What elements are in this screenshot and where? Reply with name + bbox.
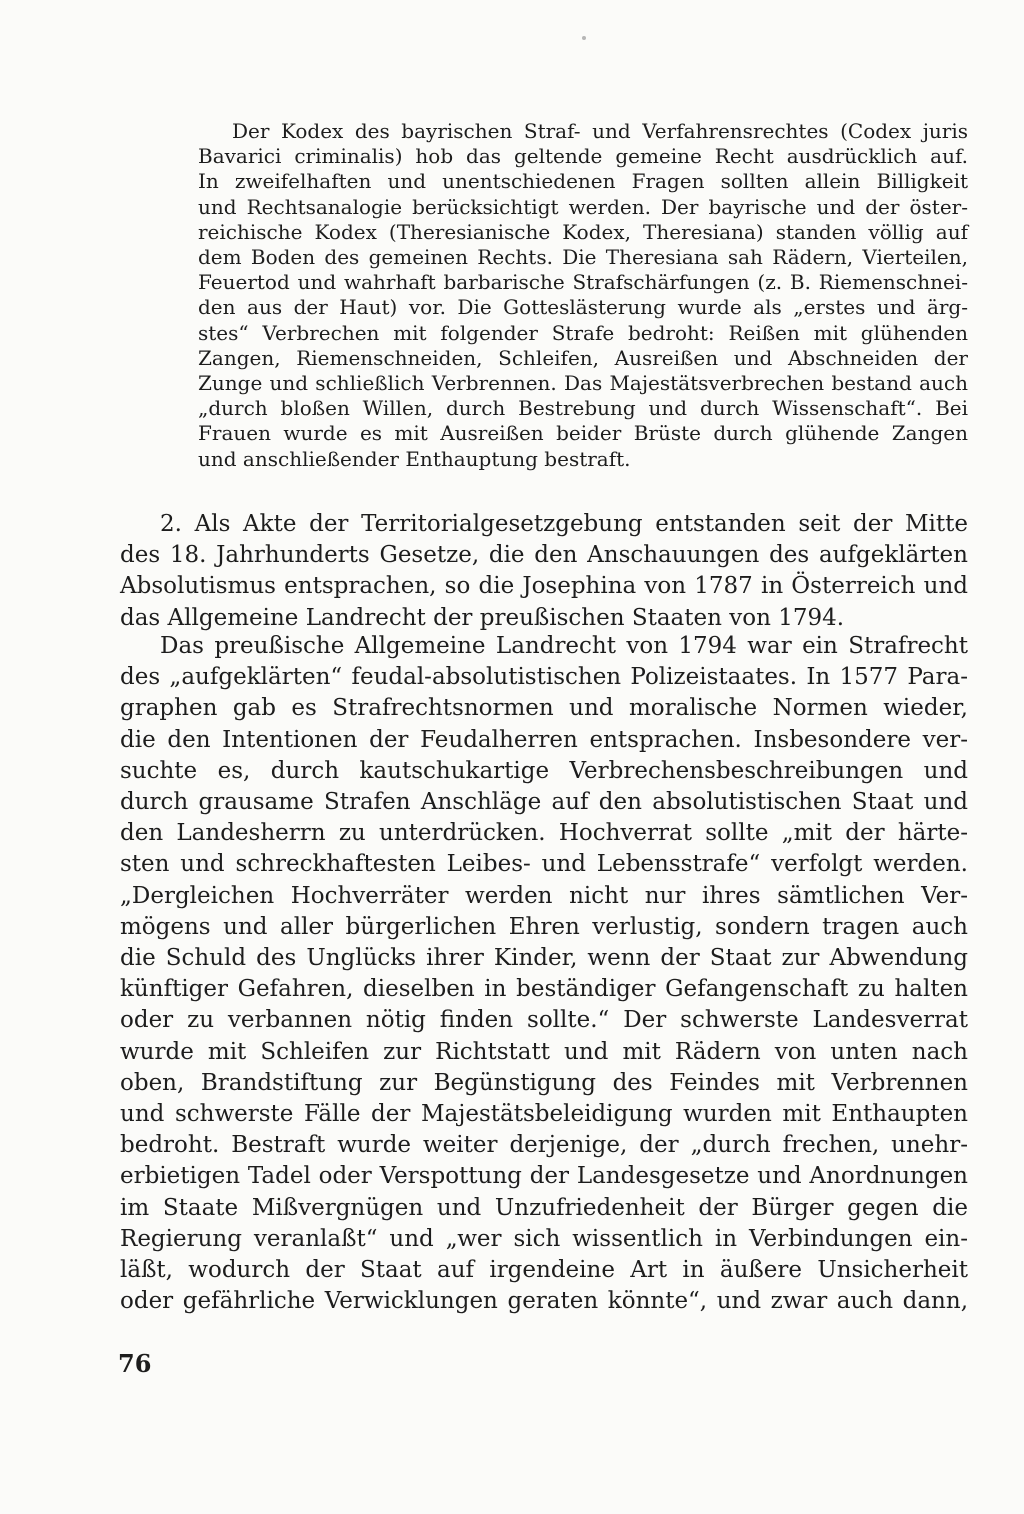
text-line: reichische Kodex (Theresianische Kodex, Theresiana) standen völlig auf — [198, 219, 968, 244]
paragraph-3 — [120, 631, 968, 1317]
text-line: oder gefährliche Verwicklungen geraten könnte“, und zwar auch dann, — [120, 1288, 968, 1315]
text-line: Der Kodex des bayrischen Straf- und Verfahrensrechtes (Codex juris — [232, 119, 968, 143]
text-line: oder zu verbannen nötig finden sollte.“ Der schwerste Landesverrat — [120, 1007, 968, 1034]
paragraph-2 — [120, 509, 968, 634]
text-line: 2. Als Akte der Territorialgesetzgebung entstanden seit der Mitte — [160, 511, 968, 537]
text-line: Bavarici criminalis) hob das geltende gemeine Recht ausdrücklich auf. — [198, 144, 968, 169]
scan-speck — [582, 36, 586, 40]
text-line: Frauen wurde es mit Ausreißen beider Brüste durch glühende Zangen — [198, 421, 968, 446]
text-line: den aus der Haut) vor. Die Gotteslästerung wurde als „erstes und ärg- — [198, 295, 968, 320]
text-line: Das preußische Allgemeine Landrecht von 1794 war ein Strafrecht — [160, 633, 968, 659]
text-line: läßt, wodurch der Staat auf irgendeine Art in äußere Unsicherheit — [120, 1257, 968, 1284]
text-line: In zweifelhaften und unentschiedenen Fragen sollten allein Billigkeit — [198, 169, 968, 194]
text-line: und anschließender Enthauptung bestraft. — [198, 446, 631, 471]
page-number: 76 — [118, 1349, 152, 1378]
text-line: durch grausame Strafen Anschläge auf den absolutistischen Staat und — [120, 789, 968, 816]
text-line: und schwerste Fälle der Majestätsbeleidigung wurden mit Enthaupten — [120, 1101, 968, 1128]
text-line: „Dergleichen Hochverräter werden nicht nur ihres sämtlichen Ver- — [120, 882, 968, 909]
text-line: das Allgemeine Landrecht der preußischen Staaten von 1794. — [120, 604, 845, 631]
text-line: oben, Brandstiftung zur Begünstigung des Feindes mit Verbrennen — [120, 1069, 968, 1096]
text-line: mögens und aller bürgerlichen Ehren verlustig, sondern tragen auch — [120, 913, 968, 940]
text-line: künftiger Gefahren, dieselben in beständiger Gefangenschaft zu halten — [120, 976, 968, 1003]
text-line: stes“ Verbrechen mit folgender Strafe bedroht: Reißen mit glühenden — [198, 320, 968, 345]
text-line: Feuertod und wahrhaft barbarische Strafschärfungen (z. B. Riemenschnei- — [198, 270, 968, 295]
text-line: Zunge und schließlich Verbrennen. Das Majestätsverbrechen bestand auch — [198, 371, 968, 396]
text-line: des „aufgeklärten“ feudal-absolutistischen Polizeistaates. In 1577 Para- — [120, 664, 968, 691]
text-line: graphen gab es Strafrechtsnormen und moralische Normen wieder, — [120, 695, 968, 722]
text-line: bedroht. Bestraft wurde weiter derjenige, der „durch frechen, unehr- — [120, 1132, 968, 1159]
text-line: den Landesherrn zu unterdrücken. Hochverrat sollte „mit der härte- — [120, 820, 968, 847]
text-line: Zangen, Riemenschneiden, Schleifen, Ausreißen und Abschneiden der — [198, 345, 968, 370]
text-line: im Staate Mißvergnügen und Unzufriedenheit der Bürger gegen die — [120, 1194, 968, 1221]
text-line: des 18. Jahrhunderts Gesetze, die den Anschauungen des aufgeklärten — [120, 542, 968, 569]
small-print-paragraph — [198, 119, 968, 472]
text-line: dem Boden des gemeinen Rechts. Die Theresiana sah Rädern, Vierteilen, — [198, 245, 968, 270]
text-line: und Rechtsanalogie berücksichtigt werden. Der bayrische und der öster- — [198, 194, 968, 219]
text-line: die den Intentionen der Feudalherren entsprachen. Insbesondere ver- — [120, 726, 968, 753]
text-line: Regierung veranlaßt“ und „wer sich wissentlich in Verbindungen ein- — [120, 1225, 968, 1252]
text-line: die Schuld des Unglücks ihrer Kinder, wenn der Staat zur Abwendung — [120, 945, 968, 972]
text-line: suchte es, durch kautschukartige Verbrechensbeschreibungen und — [120, 757, 968, 784]
text-line: erbietigen Tadel oder Verspottung der Landesgesetze und Anordnungen — [120, 1163, 968, 1190]
text-line: wurde mit Schleifen zur Richtstatt und mit Rädern von unten nach — [120, 1038, 968, 1065]
text-line: Absolutismus entsprachen, so die Josephina von 1787 in Österreich und — [120, 573, 968, 600]
text-line: sten und schreckhaftesten Leibes- und Lebensstrafe“ verfolgt werden. — [120, 851, 968, 878]
text-line: „durch bloßen Willen, durch Bestrebung und durch Wissenschaft“. Bei — [198, 396, 968, 421]
